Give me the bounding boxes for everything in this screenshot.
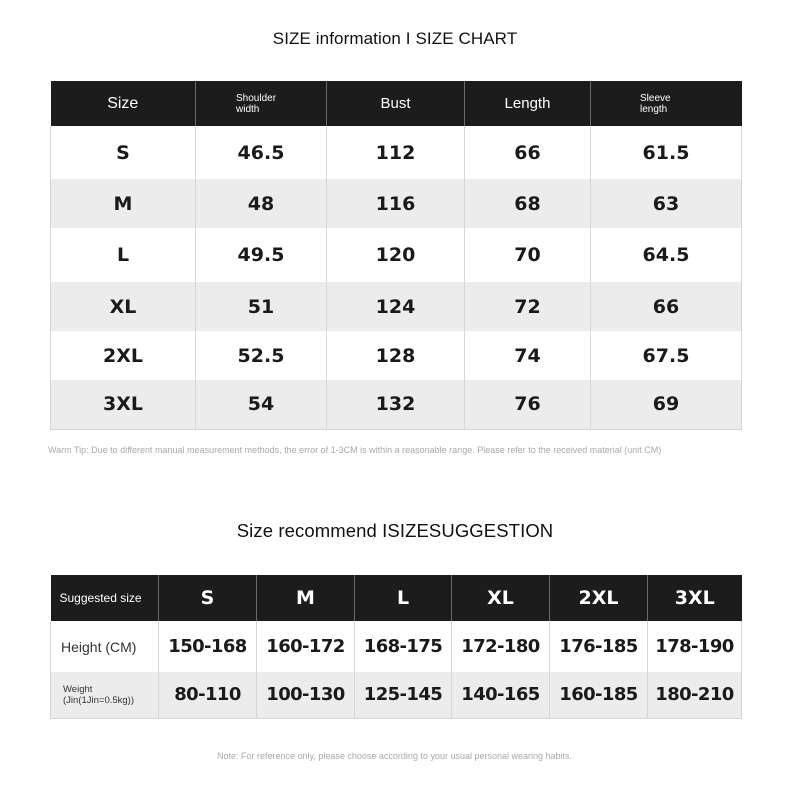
height-cell: 176-185 xyxy=(550,621,648,672)
cell-length: 68 xyxy=(465,179,591,228)
size-chart-title: SIZE information I SIZE CHART xyxy=(272,29,518,48)
height-cell: 172-180 xyxy=(452,621,550,672)
header-size-s: S xyxy=(159,575,257,621)
cell-sleeve: 63 xyxy=(591,179,742,228)
cell-size: 3XL xyxy=(51,380,196,429)
header-sleeve-length: Sleeve length xyxy=(591,81,742,126)
warm-tip: Warm Tip: Due to different manual measurement methods, the error of 1-3CM is within a reasonable range. Please refer to the received material (unit CM) xyxy=(48,445,662,455)
cell-bust: 132 xyxy=(327,380,465,429)
header-length: Length xyxy=(465,81,591,126)
reference-note: Note: For reference only, please choose according to your usual personal wearing habits. xyxy=(217,751,573,761)
cell-size: 2XL xyxy=(51,331,196,380)
table-row xyxy=(51,179,742,228)
header-bust: Bust xyxy=(327,81,465,126)
table-row xyxy=(51,331,742,380)
header-size: Size xyxy=(51,81,196,126)
header-size-m: M xyxy=(257,575,355,621)
weight-cell: 125-145 xyxy=(355,672,452,718)
cell-shoulder: 49.5 xyxy=(196,228,327,282)
cell-bust: 112 xyxy=(327,126,465,179)
height-cell: 160-172 xyxy=(257,621,355,672)
height-cell: 150-168 xyxy=(159,621,257,672)
cell-length: 70 xyxy=(465,228,591,282)
cell-shoulder: 46.5 xyxy=(196,126,327,179)
height-cell: 178-190 xyxy=(648,621,742,672)
weight-row xyxy=(51,672,742,718)
cell-length: 76 xyxy=(465,380,591,429)
cell-size: M xyxy=(51,179,196,228)
cell-sleeve: 61.5 xyxy=(591,126,742,179)
cell-sleeve: 66 xyxy=(591,282,742,331)
cell-bust: 128 xyxy=(327,331,465,380)
cell-sleeve: 64.5 xyxy=(591,228,742,282)
table-row xyxy=(51,228,742,282)
size-chart-table xyxy=(50,81,742,430)
height-label: Height (CM) xyxy=(51,621,159,672)
table-row xyxy=(51,380,742,429)
size-suggestion-table xyxy=(50,575,742,719)
weight-label: Weight (Jin(1Jin=0.5kg)) xyxy=(51,672,159,718)
header-size-3xl: 3XL xyxy=(648,575,742,621)
cell-shoulder: 54 xyxy=(196,380,327,429)
weight-cell: 160-185 xyxy=(550,672,648,718)
header-size-2xl: 2XL xyxy=(550,575,648,621)
header-size-xl: XL xyxy=(452,575,550,621)
cell-shoulder: 52.5 xyxy=(196,331,327,380)
weight-cell: 80-110 xyxy=(159,672,257,718)
weight-cell: 100-130 xyxy=(257,672,355,718)
cell-bust: 124 xyxy=(327,282,465,331)
cell-length: 72 xyxy=(465,282,591,331)
cell-sleeve: 67.5 xyxy=(591,331,742,380)
cell-size: S xyxy=(51,126,196,179)
weight-cell: 180-210 xyxy=(648,672,742,718)
cell-length: 74 xyxy=(465,331,591,380)
header-size-l: L xyxy=(355,575,452,621)
weight-cell: 140-165 xyxy=(452,672,550,718)
suggestion-header-row xyxy=(51,575,742,621)
table-row xyxy=(51,282,742,331)
cell-bust: 120 xyxy=(327,228,465,282)
cell-bust: 116 xyxy=(327,179,465,228)
header-suggested-size: Suggested size xyxy=(51,575,159,621)
cell-shoulder: 51 xyxy=(196,282,327,331)
cell-shoulder: 48 xyxy=(196,179,327,228)
height-cell: 168-175 xyxy=(355,621,452,672)
cell-length: 66 xyxy=(465,126,591,179)
size-suggestion-title: Size recommend ISIZESUGGESTION xyxy=(236,520,554,541)
cell-size: XL xyxy=(51,282,196,331)
size-chart-header-row xyxy=(51,81,742,126)
cell-sleeve: 69 xyxy=(591,380,742,429)
height-row xyxy=(51,621,742,672)
cell-size: L xyxy=(51,228,196,282)
table-row xyxy=(51,126,742,179)
header-shoulder-width: Shoulder width xyxy=(196,81,327,126)
